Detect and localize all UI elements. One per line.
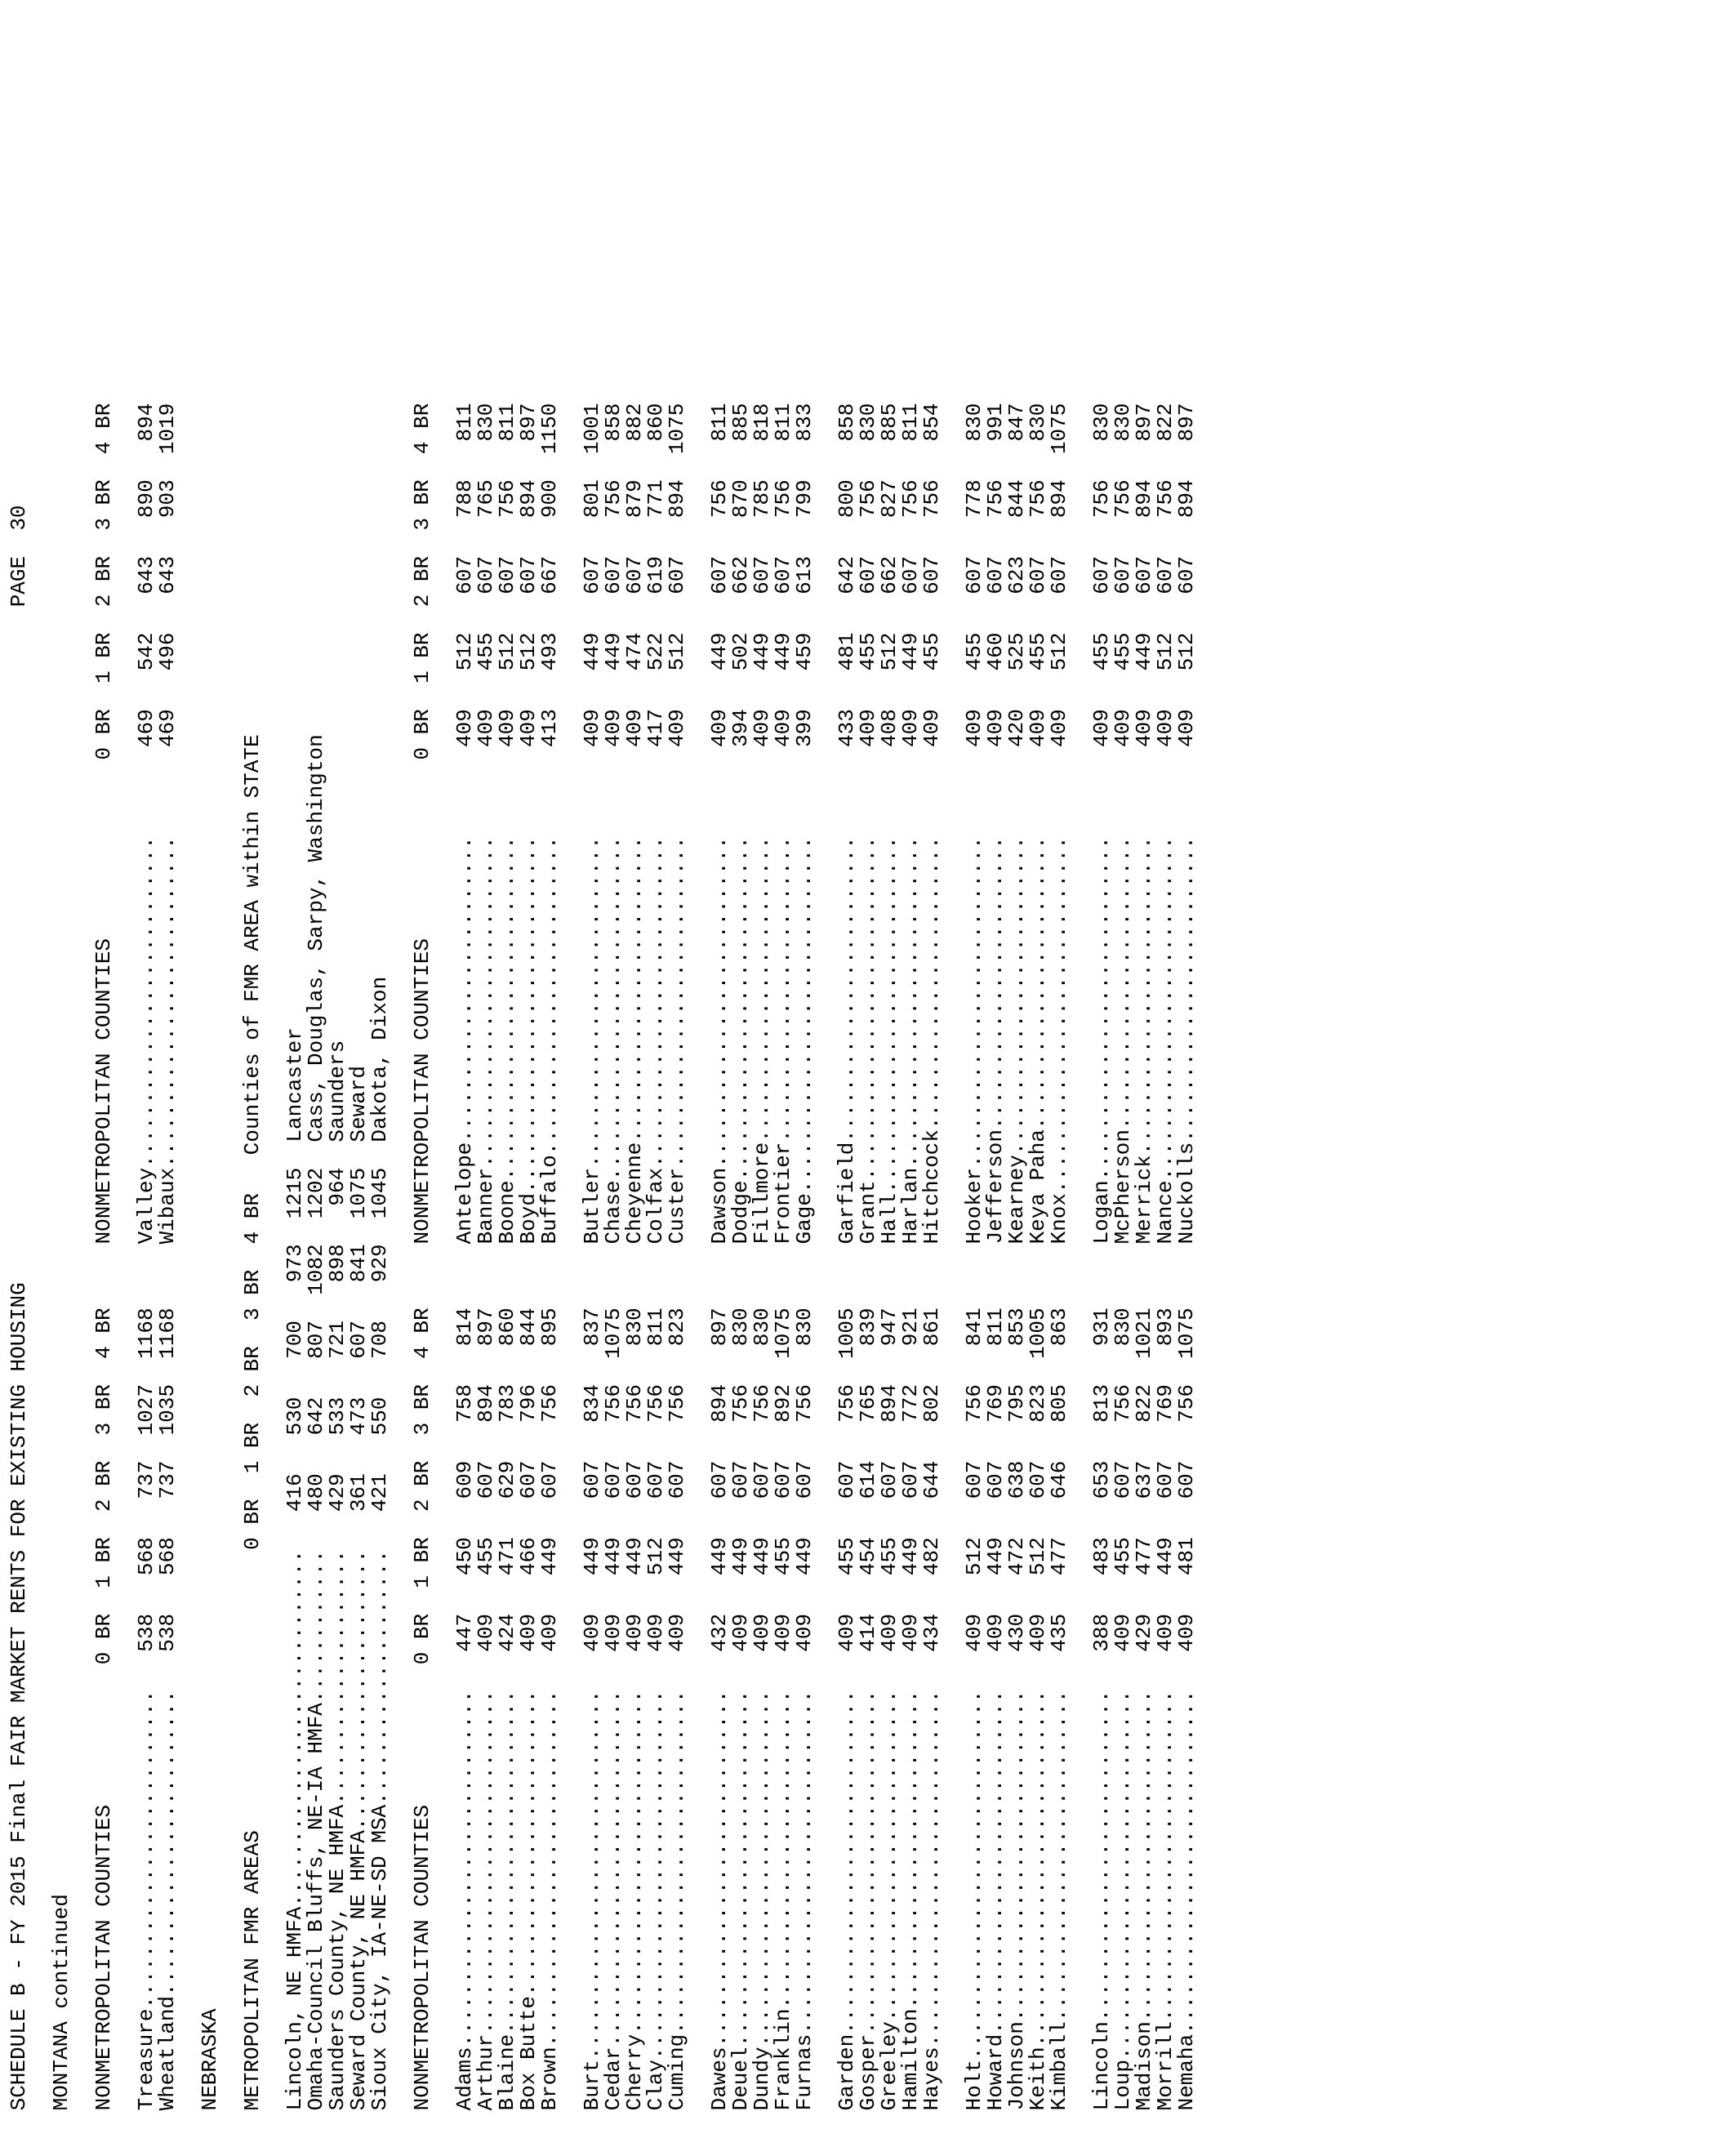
column-header-row: NONMETROPOLITAN COUNTIES 0 BR 1 BR 2 BR 3 BR 4 BR NONMETROPOLITAN COUNTIES 0 BR 1 BR 2 BR 3 BR 4 BR [410,403,434,2123]
table-row: Lincoln.......................... 388 483 653 813 931 Logan........................... 409 455 607 756 830 [1089,403,1114,2123]
table-row: Treasure......................... 538 568 737 1027 1168 Valley.......................... 469 542 643 890 894 [134,403,158,2123]
table-row: Kimball.......................... 435 477 646 805 863 Knox............................ 409 512 607 894 1075 [1047,403,1071,2123]
table-row: Arthur........................... 409 455 607 894 897 Banner.......................... 409 455 607 765 830 [474,403,498,2123]
table-row: Dawes............................ 432 449 607 894 897 Dawson.......................... 409 449 607 756 811 [707,403,732,2123]
table-row: Greeley.......................... 409 455 607 894 947 Hall............................ 408 512 662 827 885 [877,403,902,2123]
table-row: Brown............................ 409 449 607 756 895 Buffalo......................... 413 493 667 900 1150 [537,403,562,2123]
table-row: Madison.......................... 429 477 637 822 1021 Merrick......................... 409 449 607 894 897 [1132,403,1156,2123]
metro-table-row: Sioux City, IA-NE-SD MSA.................... 421 550 708 929 1045 Dakota, Dixon [367,976,392,2123]
table-row: Cedar............................ 409 449 607 756 1075 Chase........................... 409 449 607 756 858 [601,403,625,2123]
table-row: Dundy............................ 409 449 607 756 830 Fillmore........................ 409 449 607 785 818 [750,403,774,2123]
metro-column-header-row: METROPOLITAN FMR AREAS 0 BR 1 BR 2 BR 3 BR 4 BR Counties of FMR AREA within STATE [240,734,265,2123]
metro-table-row: Seward County, NE HMFA...................... 361 473 607 841 1075 Seward [346,1065,371,2123]
table-row: Garden........................... 409 455 607 756 1005 Garfield........................ 433 481 642 800 858 [835,403,859,2123]
table-row: Cuming........................... 409 449 607 756 823 Custer.......................... 409 512 607 894 1075 [665,403,689,2123]
table-row: Furnas........................... 409 449 607 756 830 Gage............................ 399 459 613 799 833 [792,403,817,2123]
state-heading-montana: MONTANA continued [49,1894,73,2123]
metro-table-row: Lincoln, NE HMFA............................ 416 530 700 973 1215 Lancaster [283,1027,307,2123]
table-row: Nemaha........................... 409 481 607 756 1075 Nuckolls........................ 409 512 607 894 897 [1174,403,1199,2123]
table-row: Hamilton......................... 409 449 607 772 921 Harlan.......................... 409 449 607 756 811 [898,403,923,2123]
table-row: Blaine........................... 424 471 629 783 860 Boone........................... 409 512 607 756 811 [495,403,519,2123]
table-row: Wheatland........................ 538 568 737 1035 1168 Wibaux.......................... 469 496 643 903 1019 [155,403,180,2123]
table-row: Gosper........................... 414 454 614 765 839 Grant........................... 409 455 607 756 830 [856,403,880,2123]
column-header-row: NONMETROPOLITAN COUNTIES 0 BR 1 BR 2 BR 3 BR 4 BR NONMETROPOLITAN COUNTIES 0 BR 1 BR 2 BR 3 BR 4 BR [91,403,116,2123]
metro-table-row: Omaha-Council Bluffs, NE-IA HMFA............ 480 642 807 1082 1202 Cass, Douglas, Sarpy, Washington [304,734,328,2123]
state-heading-nebraska: NEBRASKA [198,2008,222,2123]
table-row: Morrill.......................... 409 449 607 769 893 Nance........................... 409 512 607 756 822 [1153,403,1178,2123]
table-row: Franklin......................... 409 455 607 892 1075 Frontier........................ 409 449 607 756 811 [771,403,795,2123]
table-row: Loup............................. 409 455 607 756 830 McPherson....................... 409 455 607 756 830 [1111,403,1135,2123]
table-row: Keith............................ 409 512 607 823 1005 Keya Paha....................... 409 455 607 756 830 [1026,403,1050,2123]
metro-table-row: Saunders County, NE HMFA.................... 429 533 721 898 964 Saunders [325,1040,349,2123]
table-row: Adams............................ 447 450 609 758 814 Antelope........................ 409 512 607 788 811 [452,403,477,2123]
table-row: Cherry........................... 409 449 607 756 830 Cheyenne........................ 409 474 607 879 882 [622,403,647,2123]
table-row: Howard........................... 409 449 607 769 811 Jefferson....................... 409 460 607 756 991 [983,403,1008,2123]
table-row: Box Butte........................ 409 466 607 796 844 Boyd............................ 409 512 607 894 897 [516,403,541,2123]
table-row: Deuel............................ 409 449 607 756 830 Dodge........................... 394 502 662 870 885 [728,403,753,2123]
page-header: SCHEDULE B - FY 2015 Final FAIR MARKET RENTS FOR EXISTING HOUSING PAGE 30 [7,505,31,2123]
table-row: Holt............................. 409 512 607 756 841 Hooker.......................... 409 455 607 778 830 [962,403,986,2123]
table-row: Clay............................. 409 512 607 756 811 Colfax.......................... 417 522 619 771 860 [643,403,668,2123]
table-row: Johnson.......................... 430 472 638 795 853 Kearney......................... 420 525 623 844 847 [1004,403,1029,2123]
table-row: Burt............................. 409 449 607 834 837 Butler.......................... 409 449 607 801 1001 [580,403,604,2123]
table-row: Hayes............................ 434 482 644 802 861 Hitchcock....................... 409 455 607 756 854 [919,403,944,2123]
